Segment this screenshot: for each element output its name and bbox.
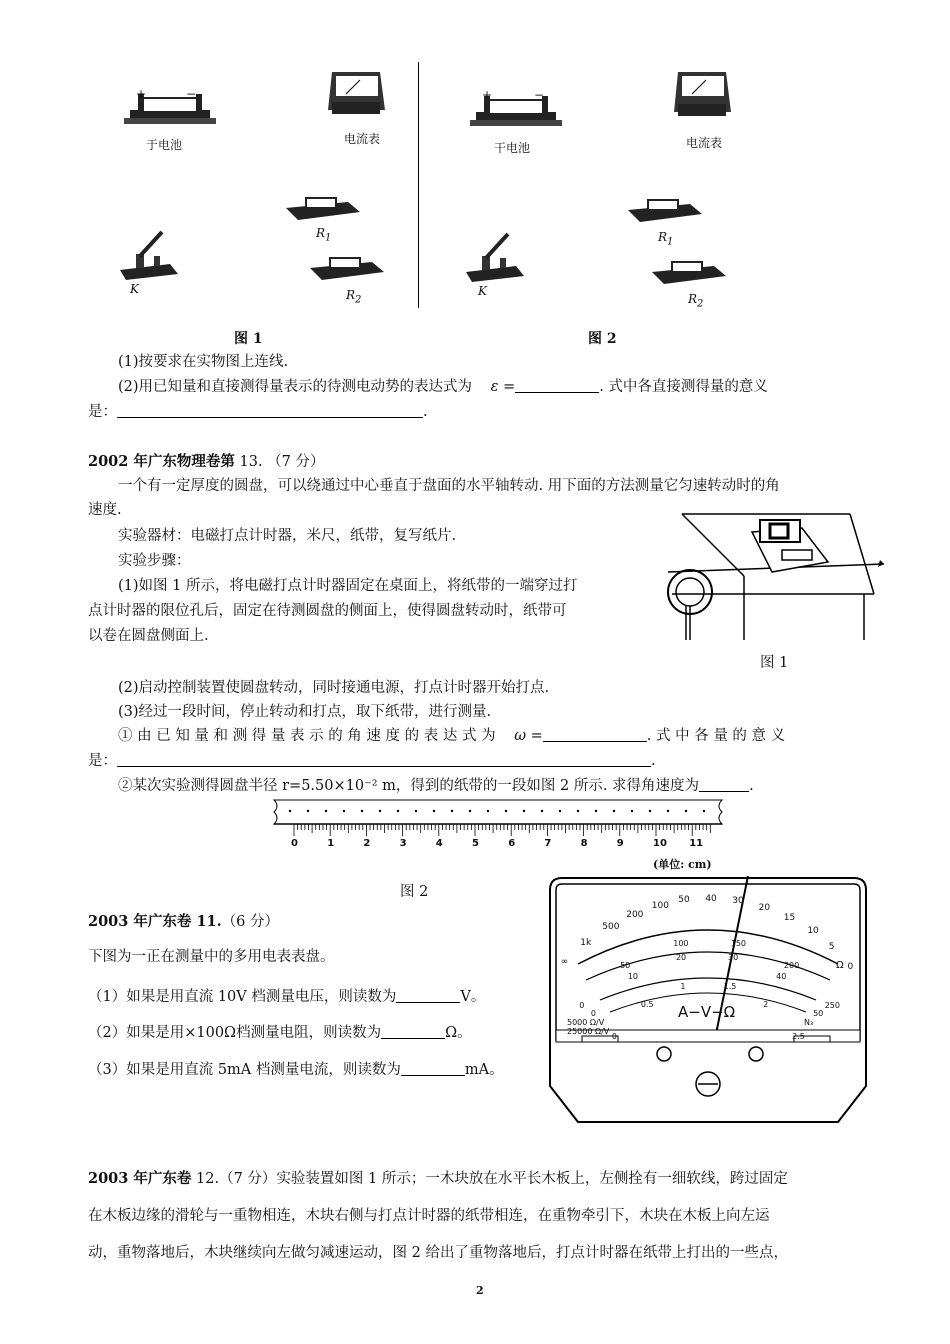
tape-dot	[541, 810, 543, 812]
paragraph: (1)如图 1 所示，将电磁打点计时器固定在桌面上，将纸带的一端穿过打	[118, 578, 578, 594]
ac-scale-label: 1	[680, 982, 686, 992]
r2-label: $R_2$	[346, 288, 362, 306]
paragraph: 速度.	[88, 502, 122, 518]
r2-label: $R_2$	[688, 292, 704, 310]
paragraph: 一个有一定厚度的圆盘，可以绕通过中心垂直于盘面的水平轴转动. 用下面的方法测量它匀速转动时的角	[118, 478, 780, 494]
figure-2-caption: 图 2	[588, 331, 617, 347]
dc-scale-label: 100	[673, 938, 689, 948]
circuit-figure-1	[110, 60, 410, 320]
ruler-unit: (单位: cm)	[653, 858, 712, 871]
tape-dot	[397, 810, 399, 812]
meter-spec-1: 5000 Ω/V	[567, 1018, 605, 1027]
ac-scale-label: 0.5	[640, 999, 654, 1009]
tape-dot	[505, 810, 507, 812]
ohm-scale-label: 50	[678, 895, 690, 906]
ohm-symbol: Ω	[836, 960, 844, 971]
jack-icon	[657, 1047, 671, 1061]
tape-dot	[451, 810, 453, 812]
answer-blank[interactable]	[543, 727, 647, 742]
paragraph: 2003 年广东卷 12.（7 分）实验装置如图 1 所示；一木块放在水平长木板上，左侧拴有一细软线，跨过固定	[88, 1170, 788, 1187]
r1-label: $R_1$	[658, 230, 674, 248]
question-line: (1)按要求在实物图上连线.	[118, 354, 289, 370]
paragraph: 实验步骤：	[118, 553, 191, 569]
dc-scale-label: 50	[620, 960, 631, 970]
dc-scale-label: 30	[728, 952, 739, 962]
switch-icon	[120, 232, 178, 280]
paragraph: 点计时器的限位孔后，固定在待测圆盘的侧面上，使得圆盘转动时，纸带可	[88, 603, 567, 619]
dc-scale-label: 0	[579, 1001, 585, 1011]
plus-label: +	[136, 87, 147, 101]
figure-caption: 图 2	[400, 884, 429, 900]
ohm-scale-label: 5	[828, 942, 835, 953]
question-heading: 2002 年广东物理卷第 13. （7 分）	[88, 453, 325, 470]
dc-scale-label: 50	[813, 1009, 824, 1019]
ohm-scale-label: 500	[602, 922, 620, 933]
ruler-tick-label: 9	[616, 838, 624, 849]
figure-caption: 图 1	[760, 655, 789, 671]
paragraph: ① 由 已 知 量 和 测 得 量 表 示 的 角 速 度 的 表 达 式 为 ω = . 式 中 各 量 的 意 义	[118, 728, 786, 744]
answer-blank[interactable]	[117, 403, 423, 418]
minus-label: −	[186, 87, 197, 101]
dc-scale-label: 40	[776, 972, 787, 982]
dc-scale-label: 10	[627, 972, 639, 982]
tape-dot	[307, 810, 309, 812]
tape-dot	[703, 810, 705, 812]
meter-label: A−V−Ω	[678, 1003, 736, 1021]
figure-1-caption: 图 1	[234, 331, 263, 347]
multimeter-figure	[548, 876, 868, 1124]
meter-spec-2: 25000 Ω/V	[567, 1027, 610, 1036]
tape-dot	[289, 810, 291, 812]
ruler-tick-label: 2	[363, 838, 371, 849]
answer-blank[interactable]	[381, 1024, 445, 1039]
ohm-scale-label: 1k	[580, 938, 592, 949]
ammeter-icon	[328, 72, 385, 114]
ruler-tick-label: 7	[544, 838, 552, 849]
dc-scale-label: 250	[824, 1001, 840, 1011]
ruler-tick-label: 4	[435, 838, 443, 849]
ohm-scale-label: 15	[783, 912, 796, 923]
battery-label: 干电池	[494, 141, 531, 155]
minus-label: −	[534, 88, 545, 102]
ruler-tick-label: 0	[291, 838, 298, 849]
ac-scale-label: 2	[763, 999, 769, 1009]
ohm-scale-label: 100	[651, 900, 669, 911]
paragraph: (2)启动控制装置使圆盘转动，同时接通电源，打点计时器开始打点.	[118, 680, 550, 696]
paragraph: 以卷在圆盘侧面上.	[88, 628, 209, 644]
ammeter-label: 电流表	[344, 132, 381, 146]
question-line: 是： .	[88, 404, 428, 420]
paragraph: (3)经过一段时间，停止转动和打点，取下纸带，进行测量.	[118, 704, 492, 720]
paragraph: ②某次实验测得圆盘半径 r=5.50×10⁻² m，得到的纸带的一段如图 2 所示. 求得角速度为 .	[118, 778, 754, 794]
question-line: (2)用已知量和直接测得量表示的待测电动势的表达式为 ε = . 式中各直接测得量的意义	[118, 379, 768, 395]
ohm-scale-label: 200	[626, 909, 644, 920]
ruler-tick-label: 3	[399, 838, 407, 849]
paragraph: 下图为一正在测量中的多用电表表盘。	[88, 949, 335, 965]
paragraph: （1）如果是用直流 10V 档测量电压，则读数为 V。	[88, 989, 486, 1005]
tape-dot	[559, 810, 561, 812]
tape-dot	[433, 810, 435, 812]
timer-apparatus-drawing	[652, 506, 884, 644]
tape-dot	[325, 810, 327, 812]
ammeter-icon	[674, 72, 731, 116]
tape-dot	[487, 810, 489, 812]
ruler-tick-label: 10	[653, 838, 667, 849]
tape-dot	[649, 810, 651, 812]
r1-label: $R_1$	[316, 226, 332, 244]
page-number: 2	[476, 1284, 484, 1297]
paragraph: 实验器材：电磁打点计时器，米尺，纸带，复写纸片.	[118, 528, 457, 544]
ohm-scale-label: 40	[705, 894, 717, 905]
resistor-r2-icon	[652, 262, 726, 284]
paragraph: （2）如果是用×100Ω档测量电阻，则读数为 Ω。	[88, 1025, 472, 1041]
resistor-r2-icon	[310, 258, 384, 280]
switch-label: K	[478, 284, 487, 298]
paragraph: 动，重物落地后，木块继续向左做匀减速运动，图 2 给出了重物落地后，打点计时器在纸带上打出的一些点，	[88, 1245, 788, 1261]
answer-blank[interactable]	[401, 1061, 465, 1076]
tape-dot	[667, 810, 669, 812]
paragraph: （3）如果是用直流 5mA 档测量电流，则读数为 mA。	[88, 1062, 504, 1078]
ohm-scale-label: 10	[807, 925, 819, 936]
ohm-scale-label: 0	[847, 961, 854, 972]
tape-dot	[595, 810, 597, 812]
ac-scale-label: 1.5	[723, 982, 737, 992]
ac-scale-label: 0	[611, 1032, 618, 1041]
tape-dot	[577, 810, 579, 812]
ohm-scale-label: ∞	[560, 956, 569, 967]
resistor-r1-icon	[628, 200, 702, 222]
plus-label: +	[482, 88, 493, 102]
tape-dot	[415, 810, 417, 812]
tape-dot	[613, 810, 615, 812]
circuit-figure-2-drawing	[456, 60, 756, 320]
answer-blank[interactable]	[396, 988, 460, 1003]
resistor-r1-icon	[286, 198, 360, 220]
tape-dot	[361, 810, 363, 812]
multimeter-drawing	[548, 876, 868, 1124]
dc-scale-label: 150	[730, 938, 747, 948]
tape-dot	[343, 810, 345, 812]
ruler-tick-label: 11	[689, 838, 704, 849]
tape-dot	[379, 810, 381, 812]
dc-scale-label: 20	[675, 952, 687, 962]
jack-icon	[749, 1047, 763, 1061]
ruler-tick-label: 5	[472, 838, 479, 849]
switch-label: K	[130, 282, 139, 296]
circuit-figure-1-drawing	[110, 60, 410, 320]
ohm-scale-label: 30	[732, 896, 744, 907]
tape-dot	[469, 810, 471, 812]
ruler-tick-label: 1	[327, 838, 335, 849]
ruler-tick-label: 8	[580, 838, 588, 849]
ruler-tick-label: 6	[508, 838, 516, 849]
ammeter-label: 电流表	[686, 136, 723, 150]
meter-code: N₃	[804, 1018, 814, 1027]
answer-blank[interactable]	[699, 777, 749, 792]
circuit-figure-2	[456, 60, 756, 320]
answer-blank[interactable]	[515, 378, 599, 393]
paragraph: 是： .	[88, 753, 656, 769]
ac-scale-label: 2.5	[792, 1032, 805, 1041]
question-heading: 2003 年广东卷 11.（6 分）	[88, 913, 280, 930]
dc-scale-label: 0	[590, 1009, 596, 1019]
figure-divider	[418, 62, 419, 308]
dc-scale-label: 200	[783, 960, 800, 970]
answer-blank[interactable]	[117, 752, 651, 767]
timer-apparatus-figure	[652, 506, 884, 644]
paragraph: 在木板边缘的滑轮与一重物相连，木块右侧与打点计时器的纸带相连，在重物牵引下，木块在木板上向左运	[88, 1208, 770, 1224]
switch-icon	[466, 234, 524, 282]
tape-dot	[631, 810, 633, 812]
ohm-scale-label: 20	[758, 902, 771, 913]
battery-label: 于电池	[146, 138, 183, 152]
tape-dot	[523, 810, 525, 812]
tape-dot	[685, 810, 687, 812]
